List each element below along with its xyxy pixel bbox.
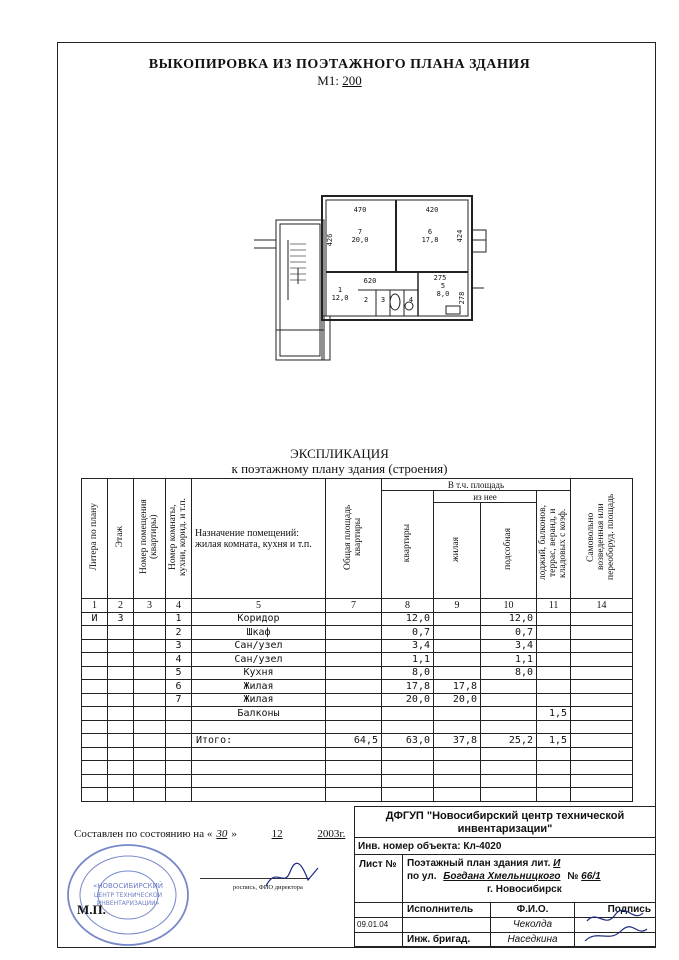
table-cell <box>192 774 326 788</box>
col-number: 1 <box>82 599 108 613</box>
table-cell <box>537 666 571 680</box>
table-cell <box>571 707 633 721</box>
table-cell <box>481 693 537 707</box>
table-cell <box>481 680 537 694</box>
brigade-row: Инж. бригад. Наседкина <box>355 933 655 948</box>
table-cell <box>82 734 108 748</box>
table-cell <box>434 653 481 667</box>
table-cell <box>326 788 382 802</box>
table-cell: 17,8 <box>434 680 481 694</box>
table-cell <box>108 707 134 721</box>
table-cell <box>382 761 434 775</box>
table-cell <box>82 666 108 680</box>
table-cell <box>192 720 326 734</box>
executor-row: 09.01.04 Чеколда <box>355 918 655 933</box>
table-row <box>82 680 633 694</box>
table-cell: 1 <box>166 612 192 626</box>
table-cell: 3,4 <box>481 639 537 653</box>
table-cell <box>192 788 326 802</box>
group-header: В т.ч. площадь <box>382 479 571 491</box>
table-cell <box>134 774 166 788</box>
table-cell: 20,0 <box>434 693 481 707</box>
table-cell: Жилая <box>192 680 326 694</box>
table-cell <box>82 720 108 734</box>
table-cell <box>434 707 481 721</box>
room-number: 4 <box>408 296 414 304</box>
table-cell <box>108 720 134 734</box>
table-cell: Жилая <box>192 693 326 707</box>
col-number: 4 <box>166 599 192 613</box>
col-number: 2 <box>108 599 134 613</box>
table-cell <box>166 720 192 734</box>
col-number: 8 <box>382 599 434 613</box>
table-cell <box>481 707 537 721</box>
table-cell: 0,7 <box>382 626 434 640</box>
inventory-number: Инв. номер объекта: Кл-4020 <box>355 838 655 855</box>
table-cell <box>166 774 192 788</box>
table-cell <box>326 653 382 667</box>
table-cell: Кухня <box>192 666 326 680</box>
table-cell <box>134 788 166 802</box>
col-header: жилая <box>434 503 481 599</box>
table-cell <box>571 639 633 653</box>
table-cell <box>481 761 537 775</box>
explication-subtitle: к поэтажному плану здания (строения) <box>231 461 448 476</box>
table-cell <box>382 747 434 761</box>
table-row <box>82 612 633 626</box>
table-cell <box>481 747 537 761</box>
organization-name: ДФГУП "Новосибирский центр технической инвентаризации" <box>355 807 655 838</box>
scale-label: М1: 200 <box>317 73 362 88</box>
table-cell <box>166 734 192 748</box>
table-cell <box>434 639 481 653</box>
table-cell <box>326 693 382 707</box>
executor-signature <box>581 907 651 945</box>
table-cell <box>82 788 108 802</box>
table-cell <box>434 747 481 761</box>
round-stamp <box>62 840 202 950</box>
table-cell <box>134 720 166 734</box>
table-cell <box>571 761 633 775</box>
table-cell <box>537 774 571 788</box>
table-cell: 64,5 <box>326 734 382 748</box>
table-cell <box>537 680 571 694</box>
table-cell <box>571 774 633 788</box>
table-cell: 1,1 <box>481 653 537 667</box>
table-cell <box>537 612 571 626</box>
table-cell <box>108 626 134 640</box>
table-cell: 3,4 <box>382 639 434 653</box>
plan-description: Поэтажный план здания лит. И по ул. Богдана Хмельницкого № 66/1 г. Новосибирск <box>403 855 655 903</box>
svg-text:ЦЕНТР ТЕХНИЧЕСКОЙ: ЦЕНТР ТЕХНИЧЕСКОЙ <box>93 892 163 899</box>
table-cell <box>192 747 326 761</box>
signature-caption: роспись, ФИО директора <box>233 884 303 891</box>
table-cell <box>108 734 134 748</box>
col-number: 14 <box>571 599 633 613</box>
table-row <box>82 788 633 802</box>
table-cell: 4 <box>166 653 192 667</box>
table-cell <box>571 653 633 667</box>
table-cell <box>326 639 382 653</box>
table-cell <box>571 680 633 694</box>
stamp-place-label: М.П. <box>77 902 106 917</box>
table-cell <box>82 693 108 707</box>
stairwell <box>276 220 324 360</box>
room-number: 6 <box>427 228 433 236</box>
room-area: 17,8 <box>421 236 439 244</box>
col-header: подсобная <box>481 503 537 599</box>
page-title: ВЫКОПИРОВКА ИЗ ПОЭТАЖНОГО ПЛАНА ЗДАНИЯ <box>148 57 531 72</box>
table-cell <box>537 720 571 734</box>
svg-text:«НОВОСИБИРСКИЙ: «НОВОСИБИРСКИЙ <box>92 882 164 890</box>
table-cell <box>108 680 134 694</box>
table-cell <box>108 788 134 802</box>
table-cell <box>166 707 192 721</box>
compiled-date: Составлен по состоянию на « 30 » 12 2003г. <box>74 828 346 840</box>
sheet-number-label: Лист № <box>355 855 403 903</box>
table-cell <box>82 626 108 640</box>
executor-header-row: Исполнитель Ф.И.О. Подпись <box>355 903 655 918</box>
table-cell: 7 <box>166 693 192 707</box>
table-row <box>82 666 633 680</box>
subgroup-header: из нее <box>434 491 537 503</box>
room-number: 2 <box>363 296 369 304</box>
table-cell <box>481 720 537 734</box>
col-number: 11 <box>537 599 571 613</box>
table-cell <box>571 788 633 802</box>
table-cell <box>108 747 134 761</box>
table-cell <box>134 653 166 667</box>
table-row <box>82 720 633 734</box>
table-cell: 37,8 <box>434 734 481 748</box>
table-cell <box>434 761 481 775</box>
table-cell <box>434 720 481 734</box>
table-cell: Сан/узел <box>192 639 326 653</box>
col-number: 7 <box>326 599 382 613</box>
table-cell: 8,0 <box>382 666 434 680</box>
col-header: Назначение помещений: жилая комната, кухня и т.п. <box>192 479 326 599</box>
table-cell: Балконы <box>192 707 326 721</box>
table-cell: 2 <box>166 626 192 640</box>
table-cell <box>571 734 633 748</box>
table-cell: 1,1 <box>382 653 434 667</box>
table-cell: 0,7 <box>481 626 537 640</box>
table-cell <box>571 666 633 680</box>
table-cell <box>537 653 571 667</box>
table-cell: 5 <box>166 666 192 680</box>
col-number: 5 <box>192 599 326 613</box>
table-cell <box>434 612 481 626</box>
dim-label: 426 <box>326 233 334 247</box>
table-row <box>82 653 633 667</box>
table-cell <box>571 626 633 640</box>
table-cell: Итого: <box>192 734 326 748</box>
table-cell <box>571 720 633 734</box>
table-row <box>82 693 633 707</box>
col-number: 10 <box>481 599 537 613</box>
room-number: 3 <box>380 296 386 304</box>
table-cell <box>434 774 481 788</box>
table-row <box>82 639 633 653</box>
svg-text:ИНВЕНТАРИЗАЦИИ»: ИНВЕНТАРИЗАЦИИ» <box>96 900 160 907</box>
table-cell: 12,0 <box>382 612 434 626</box>
col-header: Этаж <box>108 479 134 599</box>
table-cell <box>326 680 382 694</box>
table-cell <box>82 774 108 788</box>
table-cell: 1,5 <box>537 734 571 748</box>
table-cell <box>571 612 633 626</box>
table-cell: 20,0 <box>382 693 434 707</box>
table-cell <box>434 788 481 802</box>
table-cell <box>134 680 166 694</box>
room-area: 20,0 <box>351 236 369 244</box>
table-cell <box>326 720 382 734</box>
table-cell <box>481 774 537 788</box>
dim-label: 420 <box>425 206 439 214</box>
table-cell <box>382 707 434 721</box>
table-cell <box>382 720 434 734</box>
title-block <box>354 806 656 947</box>
table-cell <box>134 666 166 680</box>
table-row <box>82 734 633 748</box>
table-cell <box>326 626 382 640</box>
col-header: Литера по плану <box>82 479 108 599</box>
table-cell <box>82 639 108 653</box>
table-cell <box>134 626 166 640</box>
dim-label: 470 <box>353 206 367 214</box>
table-cell <box>166 747 192 761</box>
table-cell <box>134 693 166 707</box>
table-row <box>82 707 633 721</box>
dim-label: 424 <box>456 229 464 243</box>
room-area: 8,0 <box>436 290 450 298</box>
room-number: 7 <box>357 228 363 236</box>
col-header: Самовольно возведенная или переоборуд. площадь <box>571 479 633 599</box>
table-cell <box>537 693 571 707</box>
table-cell <box>82 653 108 667</box>
table-cell <box>537 639 571 653</box>
table-cell: 1,5 <box>537 707 571 721</box>
table-cell <box>82 747 108 761</box>
dim-label: 275 <box>433 274 447 282</box>
col-number: 3 <box>134 599 166 613</box>
explication-title: ЭКСПЛИКАЦИЯ <box>290 446 389 461</box>
floor-plan <box>240 180 500 365</box>
col-header: Общая площадь квартиры <box>326 479 382 599</box>
table-cell <box>82 761 108 775</box>
table-row <box>82 626 633 640</box>
explication-table <box>81 478 633 802</box>
table-cell <box>82 707 108 721</box>
table-cell <box>108 761 134 775</box>
table-cell <box>537 626 571 640</box>
table-cell: Коридор <box>192 612 326 626</box>
table-cell <box>166 761 192 775</box>
col-header: Номер помещения (квартиры) <box>134 479 166 599</box>
table-cell: 3 <box>108 612 134 626</box>
table-cell: Сан/узел <box>192 653 326 667</box>
table-cell <box>134 761 166 775</box>
table-cell <box>571 693 633 707</box>
table-cell <box>537 747 571 761</box>
table-cell <box>166 788 192 802</box>
table-cell <box>192 761 326 775</box>
table-cell: 25,2 <box>481 734 537 748</box>
table-cell: 6 <box>166 680 192 694</box>
dim-label: 620 <box>363 277 377 285</box>
table-cell <box>326 761 382 775</box>
table-cell <box>134 639 166 653</box>
col-number: 9 <box>434 599 481 613</box>
table-cell: 12,0 <box>481 612 537 626</box>
col-header: лоджий, балконов, террас, веранд, и кладовых с коэф. <box>537 491 571 599</box>
table-cell: 8,0 <box>481 666 537 680</box>
table-cell: И <box>82 612 108 626</box>
table-cell <box>537 761 571 775</box>
table-cell <box>571 747 633 761</box>
table-cell <box>108 639 134 653</box>
table-cell <box>108 666 134 680</box>
table-cell <box>434 626 481 640</box>
room-number: 5 <box>440 282 446 290</box>
table-cell: 63,0 <box>382 734 434 748</box>
table-cell <box>134 747 166 761</box>
table-cell <box>326 612 382 626</box>
table-cell <box>108 774 134 788</box>
table-cell <box>434 666 481 680</box>
table-row <box>82 747 633 761</box>
col-header: квартиры <box>382 491 434 599</box>
room-number: 1 <box>337 286 343 294</box>
table-cell <box>134 734 166 748</box>
table-cell <box>108 693 134 707</box>
table-cell <box>382 788 434 802</box>
table-row <box>82 774 633 788</box>
table-cell: Шкаф <box>192 626 326 640</box>
table-cell <box>326 747 382 761</box>
table-cell <box>326 707 382 721</box>
table-cell <box>382 774 434 788</box>
table-cell: 17,8 <box>382 680 434 694</box>
dim-label: 278 <box>458 291 466 305</box>
table-cell <box>82 680 108 694</box>
col-header: Номер комнаты, кухни, корид. и т.п. <box>166 479 192 599</box>
table-cell <box>537 788 571 802</box>
table-cell <box>326 666 382 680</box>
table-cell <box>134 707 166 721</box>
room-area: 12,0 <box>331 294 349 302</box>
table-cell <box>134 612 166 626</box>
table-cell <box>108 653 134 667</box>
table-cell <box>481 788 537 802</box>
table-cell <box>326 774 382 788</box>
table-row <box>82 761 633 775</box>
table-cell: 3 <box>166 639 192 653</box>
